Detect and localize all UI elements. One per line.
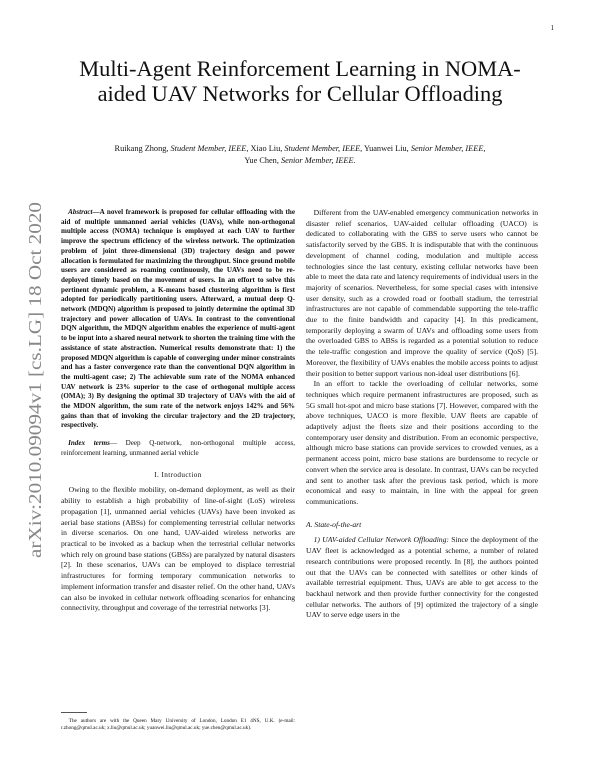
- index-terms-heading: Index terms: [68, 439, 110, 448]
- paragraph-heading: 1) UAV-aided Cellular Network Offloading:: [313, 535, 449, 545]
- abstract-text: —A novel framework is proposed for cellular offloading with the aid of multiple unmanned aerial vehicles (UAVs), while non-orthogonal multiple access (NOMA) technique is employed at each UAV to further improve the spectrum efficiency of the wireless network. The optimization problem of joint three-dimensional (3D) trajectory design and power allocation is formulated for maximizing the throughput. Since ground mobile users are considered as roaming continuously, the UAVs need to be re-deployed timely based on the movement of users. In an effort to solve this pertinent dynamic problem, a K-means based clustering algorithm is first adopted for periodically partitioning users. Afterward, a mutual deep Q-network (MDQN) algorithm is proposed to jointly determine the optimal 3D trajectory and power allocation of UAVs. In contrast to the conventional DQN algorithm, the MDQN algorithm enables the experience of multi-agent to be input into a shared neural network to shorten the training time with the assistance of state abstraction. Numerical results demonstrate that: 1) the proposed MDQN algorithm is capable of converging under minor constraints and has a faster convergence rate than the conventional DQN algorithm in the multi-agent case; 2) The achievable sum rate of the NOMA enhanced UAV network is 23% superior to the case of orthogonal multiple access (OMA); 3) By designing the optimal 3D trajectory of UAVs with the aid of the MDON algorithm, the sum rate of the network enjoys 142% and 56% gains than that of invoking the circular trajectory and the 2D trajectory, respectively.: [61, 208, 295, 430]
- section-heading-introduction: I. Introduction: [154, 470, 202, 479]
- subsection-heading-state-of-the-art: A. State-of-the-art: [306, 519, 362, 529]
- paper-title: Multi-Agent Reinforcement Learning in NOMA-aided UAV Networks for Cellular Offloading: [79, 56, 521, 106]
- right-column: [306, 208, 538, 621]
- author-name: Ruikang Zhong,: [114, 144, 171, 153]
- footnote: The authors are with the Queen Mary University of London, London E1 4NS, U.K. (e-mail: r.zhong@qmul.ac.uk; x.liu@qmul.ac.uk; yuanwei.liu@qmul.ac.uk; yue.chen@qmul.ac.uk).: [61, 718, 295, 732]
- left-column: [61, 208, 295, 614]
- right-paragraph-3: [306, 535, 538, 621]
- author-role: Student Member, IEEE,: [170, 144, 249, 153]
- page-number: 1: [550, 24, 554, 32]
- author-name: Yuanwei Liu,: [362, 144, 411, 153]
- intro-paragraph-1: Owing to the flexible mobility, on-demand deployment, as well as their ability to establish a high probability of line-of-sight (LoS) wireless propagation [1], unmanned aerial vehicles (UAVs) have been invoked as aerial base stations (ABSs) for complementing terrestrial cellular networks in diverse scenarios. On one hand, UAV-aided wireless networks are practical to be invoked as a backup when the terrestrial cellular networks which rely on ground base stations (GBSs) are paralyzed by natural disasters [2]. In these scenarios, UAVs can be employed to displace terrestrial infrastructures for forming temporary communication networks to implement information transfer and disaster relief. On the other hand, UAVs can also be invoked in cellular network offloading scenarios for enhancing connectivity, throughput and coverage of the terrestrial networks [3].: [61, 485, 295, 613]
- author-name: Yue Chen,: [244, 155, 281, 165]
- arxiv-stamp-text: arXiv:2010.09094v1 [cs.LG] 18 Oct 2020: [25, 263, 45, 558]
- author-list: [56, 143, 544, 166]
- author-name: Xiao Liu,: [248, 144, 285, 153]
- abstract: [61, 208, 295, 431]
- right-paragraph-1: Different from the UAV-enabled emergency communication networks in disaster relief scenarios, UAV-aided cellular offloading (UACO) is dedicated to collaborating with the GBS to serve users who cannot be satisfactorily served by the GBS. It is indisputable that with the continuous development of channel coding, modulation and multiple access technologies since the last century, existing cellular networks have been able to meet the data rate and latency requirements of individual users in the majority of scenarios. Nevertheless, for some special cases with intensive user density, such as a crowded road or football stadium, the terrestrial infrastructures are not capable of commendable supporting the tele-traffic due to the finite bandwidth and capacity [4]. In this predicament, temporarily deploying a swarm of UAVs and offloading some users from the overloaded GBS to ABSs is regarded as a potential solution to reduce the tele-traffic congestion and improve the quality of service (QoS) [5]. Moreover, the flexibility of UAVs enables the mobile access points to adjust their position to better support various non-ideal user distributions [6].: [306, 208, 538, 378]
- right-paragraph-3-text: Since the deployment of the UAV fleet is acknowledged as a potential scheme, a number of related research contributions were proposed recently. In [8], the authors pointed out that the UAVs can be connected with satellites or other kinds of available terrestrial equipment. Thus, UAVs are able to get access to the backhaul network and then provide further connectivity for the congested cellular networks. The authors of [9] optimized the trajectory of a single UAV to serve edge users in the: [306, 535, 538, 620]
- author-role: Student Member, IEEE,: [284, 144, 363, 153]
- author-role: Senior Member, IEEE.: [280, 155, 356, 165]
- abstract-heading: Abstract: [68, 208, 93, 216]
- arxiv-stamp: [18, 200, 48, 560]
- footnote-rule: [61, 712, 87, 713]
- author-role: Senior Member, IEEE,: [410, 144, 486, 153]
- right-paragraph-2: In an effort to tackle the overloading of cellular networks, some techniques which require permanent infrastructures are proposed, such as 5G small hot-spot and micro base stations [7]. However, compared with the above techniques, UACO is more flexible. UAV fleets are capable of adaptively adjust the fleets size and their positions according to the contemporary user density and distribution. From an economic perspective, although micro base stations can provide services to crowded venues, as a permanent access point, micro base stations are burdensome to recycle or convert when the service area is desolate. In contrast, UAVs can be recycled and sent to another task after the previous task period, which is more economical and easy to maintain, in line with the appeal for green communications.: [306, 379, 538, 506]
- index-terms-text: — Deep Q-network, non-orthogonal multiple access, reinforcement learning, unmanned aerial vehicle: [61, 439, 295, 457]
- index-terms: [61, 439, 295, 459]
